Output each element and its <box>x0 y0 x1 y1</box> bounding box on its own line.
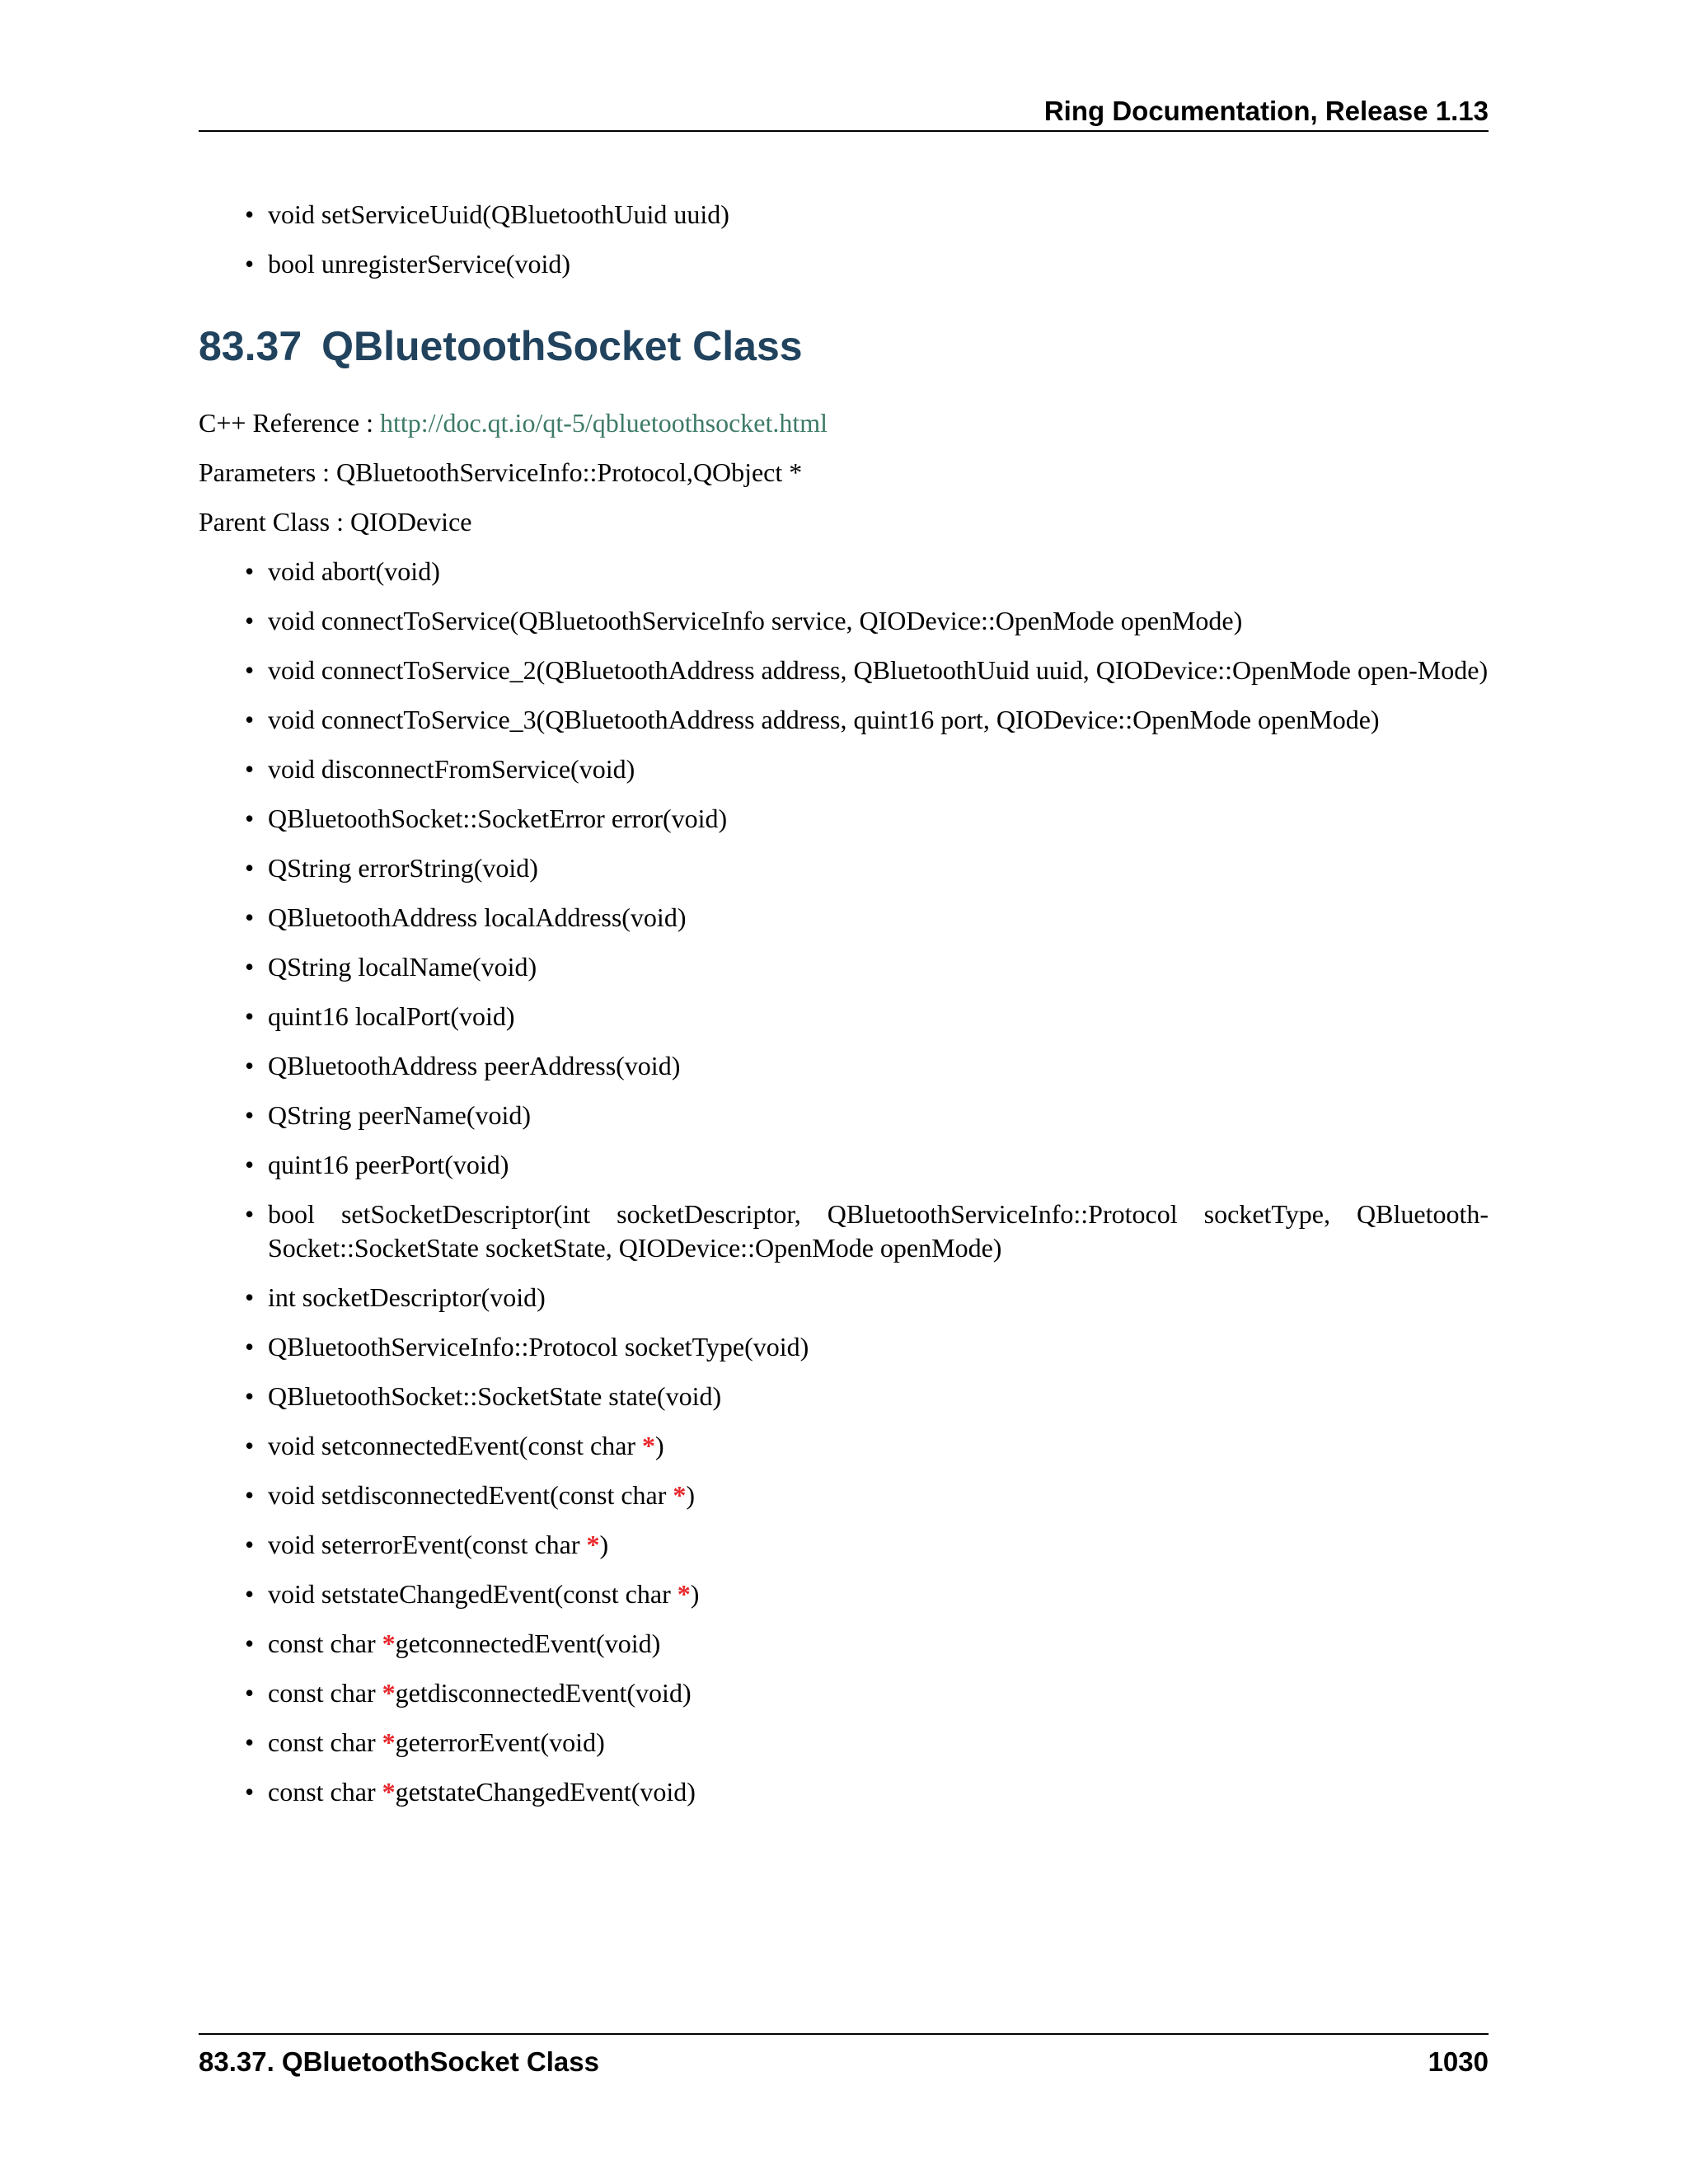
list-item: • bool setSocketDescriptor(int socketDescriptor, QBluetoothServiceInfo::Protocol socketType, QBluetooth-Socket::SocketState socketState, QIODevice::OpenMode openMode) <box>268 1197 1489 1265</box>
event-method-text: void setstateChangedEvent(const char <box>268 1579 678 1609</box>
section-heading <box>199 321 1489 372</box>
page-content <box>199 198 1489 1825</box>
list-item <box>268 1528 1489 1562</box>
event-method-text: void setdisconnectedEvent(const char <box>268 1480 673 1510</box>
list-item: • QBluetoothSocket::SocketError error(void) <box>268 802 1489 836</box>
event-method-text: void seterrorEvent(const char <box>268 1530 587 1559</box>
pointer-star: * <box>382 1629 396 1658</box>
page-footer <box>199 2033 1489 2081</box>
list-item <box>268 1775 1489 1809</box>
pointer-star: * <box>382 1727 396 1757</box>
list-item: • QBluetoothAddress localAddress(void) <box>268 901 1489 935</box>
section-title: QBluetoothSocket Class <box>321 323 803 369</box>
event-method-text: const char <box>268 1629 382 1658</box>
event-method-text: getstateChangedEvent(void) <box>395 1777 696 1807</box>
header-title: Ring Documentation, Release 1.13 <box>1043 96 1489 126</box>
list-item: • QString errorString(void) <box>268 851 1489 885</box>
list-item <box>268 1726 1489 1760</box>
page-number: 1030 <box>1428 2046 1489 2077</box>
list-item: • void setServiceUuid(QBluetoothUuid uuid) <box>268 198 1489 232</box>
parent-class: Parent Class : QIODevice <box>199 507 472 537</box>
list-item: • QString peerName(void) <box>268 1099 1489 1132</box>
pointer-star: * <box>642 1431 656 1460</box>
list-item: • quint16 localPort(void) <box>268 1000 1489 1033</box>
list-item <box>268 1676 1489 1710</box>
event-method-text: getconnectedEvent(void) <box>395 1629 661 1658</box>
section-number: 83.37 <box>199 323 302 369</box>
list-item: • bool unregisterService(void) <box>268 247 1489 281</box>
list-item: • void disconnectFromService(void) <box>268 752 1489 786</box>
list-item: • void connectToService_3(QBluetoothAddress address, quint16 port, QIODevice::OpenMode openMode) <box>268 703 1489 737</box>
event-method-text: getdisconnectedEvent(void) <box>395 1678 692 1708</box>
list-item: • quint16 peerPort(void) <box>268 1148 1489 1182</box>
list-item <box>268 1577 1489 1611</box>
footer-section: 83.37. QBluetoothSocket Class <box>199 2046 599 2077</box>
page-header <box>199 92 1489 132</box>
list-item: • QBluetoothSocket::SocketState state(void) <box>268 1380 1489 1413</box>
list-item: • QString localName(void) <box>268 950 1489 984</box>
event-method-text: void setconnectedEvent(const char <box>268 1431 643 1460</box>
event-method-text: ) <box>599 1530 609 1559</box>
list-item <box>268 1627 1489 1661</box>
top-method-list <box>199 198 1489 281</box>
cpp-reference <box>199 406 1489 440</box>
pointer-star: * <box>677 1579 691 1609</box>
event-method-text: ) <box>686 1480 696 1510</box>
list-item <box>268 1429 1489 1463</box>
list-item: • QBluetoothAddress peerAddress(void) <box>268 1049 1489 1083</box>
event-method-text: geterrorEvent(void) <box>395 1727 605 1757</box>
pointer-star: * <box>382 1678 396 1708</box>
list-item: • void connectToService(QBluetoothServiceInfo service, QIODevice::OpenMode openMode) <box>268 604 1489 638</box>
cpp-reference-link[interactable]: http://doc.qt.io/qt-5/qbluetoothsocket.html <box>380 408 828 438</box>
list-item: • void abort(void) <box>268 555 1489 588</box>
list-item: • QBluetoothServiceInfo::Protocol socketType(void) <box>268 1330 1489 1364</box>
list-item: • void connectToService_2(QBluetoothAddress address, QBluetoothUuid uuid, QIODevice::OpenMode open-Mode) <box>268 654 1489 687</box>
event-method-text: ) <box>655 1431 664 1460</box>
pointer-star: * <box>382 1777 396 1807</box>
list-item <box>268 1479 1489 1512</box>
list-item: • int socketDescriptor(void) <box>268 1281 1489 1315</box>
cpp-reference-label: C++ Reference : <box>199 408 373 438</box>
event-method-text: const char <box>268 1777 382 1807</box>
pointer-star: * <box>586 1530 600 1559</box>
parameters: Parameters : QBluetoothServiceInfo::Protocol,QObject * <box>199 457 803 487</box>
method-list <box>199 555 1489 1809</box>
event-method-text: const char <box>268 1678 382 1708</box>
event-method-text: const char <box>268 1727 382 1757</box>
pointer-star: * <box>673 1480 687 1510</box>
event-method-text: ) <box>690 1579 700 1609</box>
